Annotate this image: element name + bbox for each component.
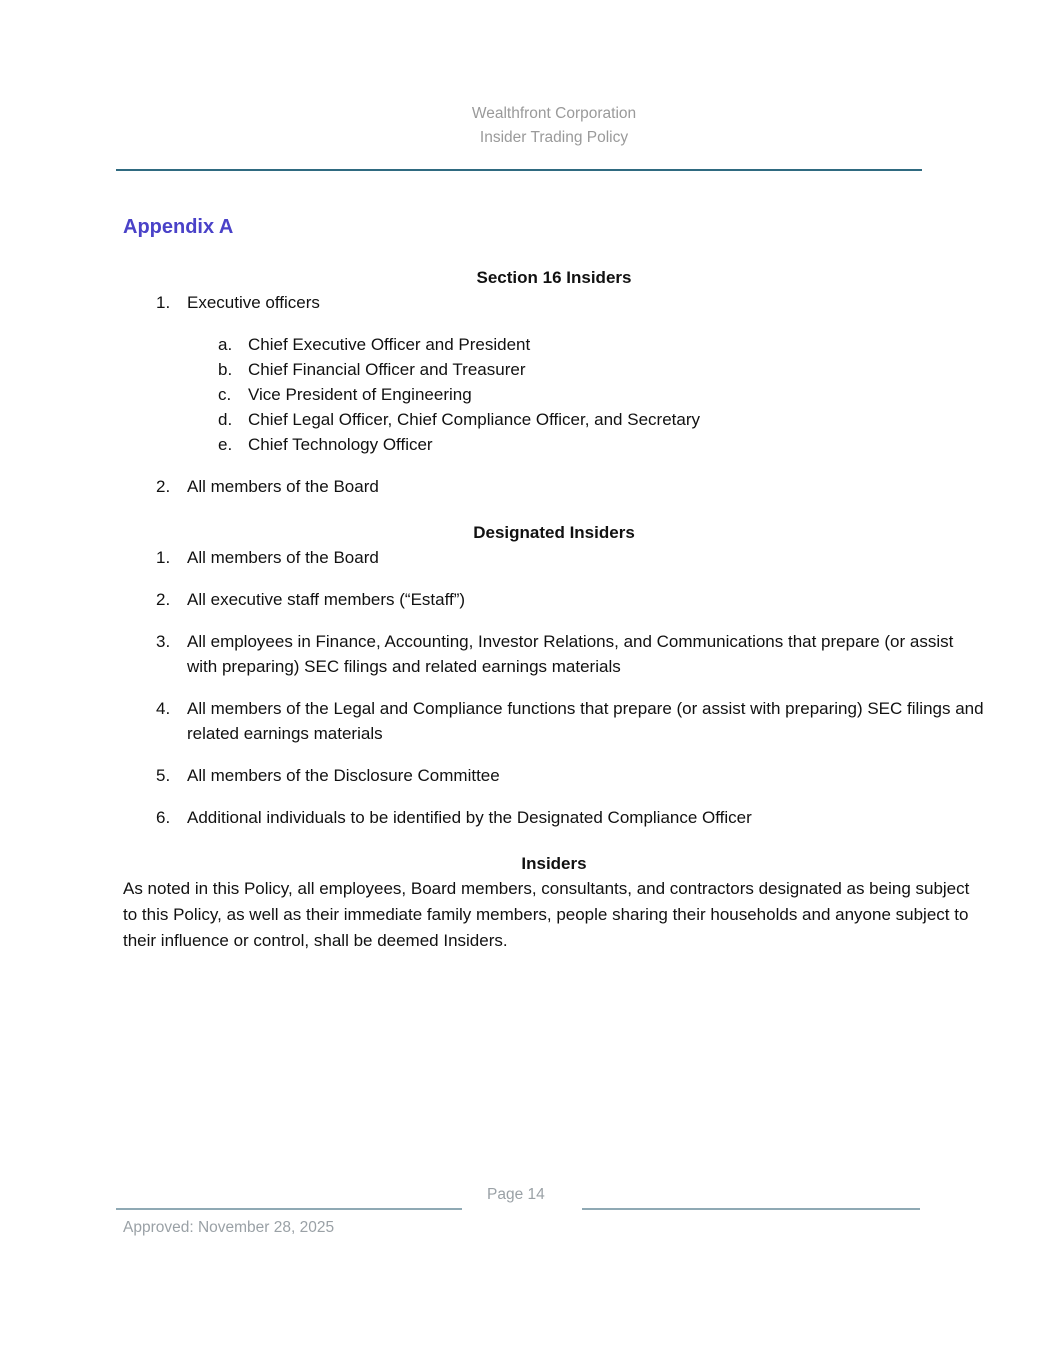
designated-insiders-heading: Designated Insiders	[473, 523, 635, 542]
item-marker: 5.	[156, 766, 171, 785]
appendix-title: Appendix A	[123, 216, 234, 238]
footer-divider-right	[582, 1208, 920, 1210]
document-body	[123, 265, 985, 954]
list-item	[123, 587, 985, 612]
approval-date: Approved: November 28, 2025	[123, 1219, 335, 1236]
sub-list-item	[123, 382, 985, 407]
item-text: Chief Financial Officer and Treasurer	[248, 360, 526, 379]
item-marker: a.	[218, 335, 233, 354]
list-item	[123, 290, 985, 315]
item-text: All members of the Board	[187, 548, 379, 567]
item-text: Additional individuals to be identified by the Designated Compliance Officer	[187, 808, 752, 827]
list-item	[123, 474, 985, 499]
item-text: Chief Legal Officer, Chief Compliance Officer, and Secretary	[248, 410, 700, 429]
item-text: All executive staff members (“Estaff”)	[187, 590, 466, 609]
item-marker: 2.	[156, 477, 171, 496]
list-item	[123, 805, 985, 830]
list-item	[123, 763, 985, 788]
insiders-heading: Insiders	[521, 854, 587, 873]
item-marker: 1.	[156, 548, 171, 567]
item-marker: b.	[218, 360, 233, 379]
list-item	[123, 629, 985, 679]
item-marker: d.	[218, 410, 233, 429]
item-text: Executive officers	[187, 293, 320, 312]
item-marker: c.	[218, 385, 232, 404]
list-item	[123, 545, 985, 570]
item-text: All members of the Board	[187, 477, 379, 496]
item-text: All employees in Finance, Accounting, Investor Relations, and Communications that prepare (or assist with preparing) SEC filings and related earnings materials	[187, 632, 954, 676]
item-marker: e.	[218, 435, 233, 454]
item-text: All members of the Disclosure Committee	[187, 766, 500, 785]
sub-list-item	[123, 357, 985, 382]
item-marker: 2.	[156, 590, 171, 609]
item-marker: 3.	[156, 632, 171, 651]
insiders-paragraph: As noted in this Policy, all employees, Board members, consultants, and contractors designated as being subject to this Policy, as well as their immediate family members, people sharing their households and anyone subject to their influence or control, shall be deemed Insiders.	[123, 879, 970, 950]
item-marker: 4.	[156, 699, 171, 718]
item-text: Chief Technology Officer	[248, 435, 433, 454]
header-company-line: Wealthfront Corporation	[471, 105, 637, 122]
header-divider	[116, 169, 922, 171]
item-marker: 1.	[156, 293, 171, 312]
footer-divider-left	[116, 1208, 462, 1210]
header-policy-line: Insider Trading Policy	[479, 129, 629, 146]
document-header	[123, 102, 985, 150]
sub-list-item	[123, 407, 985, 432]
item-marker: 6.	[156, 808, 171, 827]
item-text: All members of the Legal and Compliance functions that prepare (or assist with preparing) SEC filings and related earnings materials	[187, 699, 984, 743]
sub-list-item	[123, 332, 985, 357]
list-item	[123, 696, 985, 746]
page-number: Page 14	[487, 1186, 545, 1203]
section-16-heading: Section 16 Insiders	[476, 268, 632, 287]
item-text: Chief Executive Officer and President	[248, 335, 531, 354]
sub-list-item	[123, 432, 985, 457]
item-text: Vice President of Engineering	[248, 385, 472, 404]
